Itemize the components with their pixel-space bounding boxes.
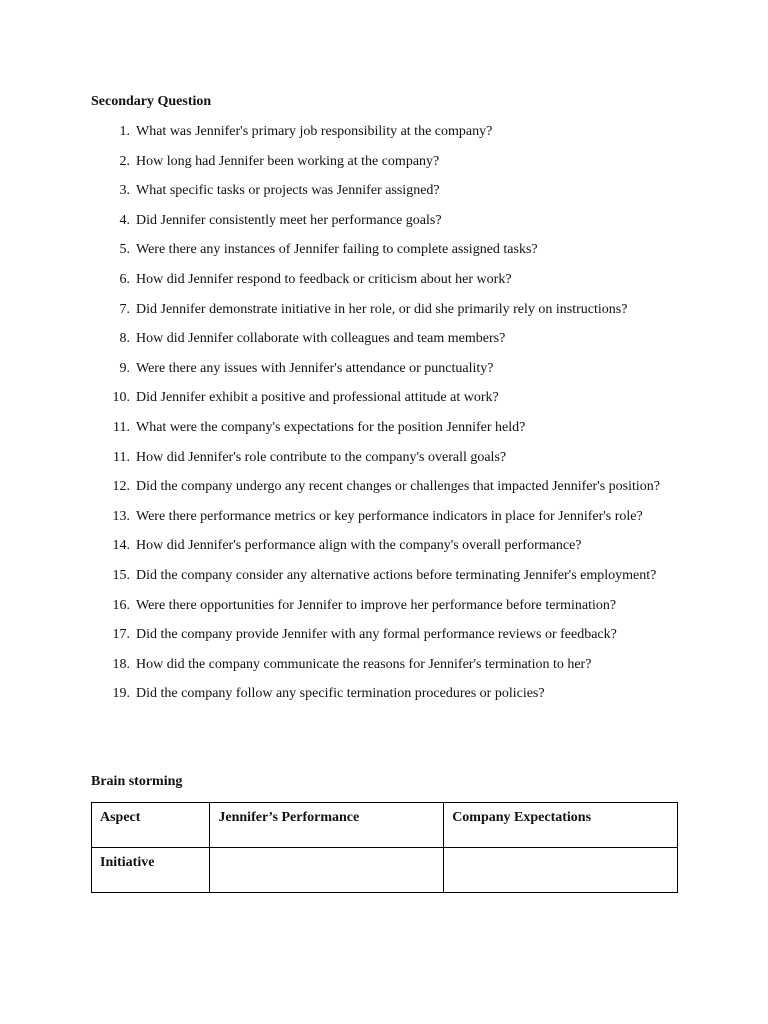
question-text: Did Jennifer demonstrate initiative in her role, or did she primarily rely on instructions? — [136, 301, 628, 317]
question-text: Did the company follow any specific termination procedures or policies? — [136, 686, 545, 702]
question-number: 17. — [112, 627, 130, 643]
section-title-brain-storming: Brain storming — [91, 774, 183, 789]
list-item — [0, 625, 676, 644]
question-text: Were there any issues with Jennifer's attendance or punctuality? — [136, 360, 494, 376]
question-number: 15. — [112, 567, 130, 583]
question-number: 8. — [119, 331, 130, 347]
question-number: 7. — [119, 301, 130, 317]
question-text: How did Jennifer's role contribute to the company's overall goals? — [136, 449, 507, 465]
question-number: 6. — [119, 271, 130, 287]
table-header-aspect: Aspect — [92, 803, 210, 848]
question-text: Did the company consider any alternative actions before terminating Jennifer's employment? — [136, 567, 657, 583]
table-cell-aspect: Initiative — [92, 848, 210, 893]
question-text: How did the company communicate the reasons for Jennifer's termination to her? — [136, 656, 592, 672]
question-number: 5. — [119, 242, 130, 258]
question-text: What specific tasks or projects was Jennifer assigned? — [136, 183, 440, 199]
question-number: 1. — [119, 124, 130, 139]
question-text: Did Jennifer consistently meet her performance goals? — [136, 212, 442, 228]
question-list — [0, 122, 768, 714]
list-item — [0, 448, 676, 467]
question-number: 11. — [113, 449, 130, 465]
question-text: Did the company provide Jennifer with any formal performance reviews or feedback? — [136, 627, 617, 643]
question-number: 2. — [119, 153, 130, 169]
list-item — [0, 122, 676, 141]
table-cell-company-expectations — [444, 848, 678, 893]
table-row — [92, 848, 678, 893]
question-number: 4. — [119, 212, 130, 228]
list-item — [0, 240, 676, 259]
list-item — [0, 152, 676, 171]
list-item — [0, 655, 676, 674]
list-item — [0, 388, 676, 407]
question-number: 12. — [112, 479, 130, 495]
question-number: 10. — [112, 390, 130, 406]
list-item — [0, 359, 676, 378]
question-number: 11. — [113, 419, 130, 435]
section-title-secondary-question: Secondary Question — [91, 94, 212, 109]
question-text: Were there opportunities for Jennifer to improve her performance before termination? — [136, 597, 617, 613]
question-number: 13. — [112, 508, 130, 524]
question-text: What was Jennifer's primary job responsibility at the company? — [136, 124, 493, 139]
question-text: What were the company's expectations for the position Jennifer held? — [136, 419, 526, 435]
question-text: Did the company undergo any recent changes or challenges that impacted Jennifer's position? — [136, 479, 660, 495]
list-item — [0, 536, 676, 555]
list-item — [0, 181, 676, 200]
list-item — [0, 270, 676, 289]
question-text: How did Jennifer collaborate with colleagues and team members? — [136, 331, 506, 347]
list-item — [0, 477, 676, 496]
question-number: 16. — [112, 597, 130, 613]
list-item — [0, 596, 676, 615]
question-number: 3. — [119, 183, 130, 199]
question-text: Were there any instances of Jennifer failing to complete assigned tasks? — [136, 242, 538, 258]
question-number: 19. — [112, 686, 130, 702]
question-number: 9. — [119, 360, 130, 376]
question-number: 14. — [112, 538, 130, 554]
question-text: How did Jennifer's performance align with the company's overall performance? — [136, 538, 582, 554]
question-number: 18. — [112, 656, 130, 672]
list-item — [0, 418, 676, 437]
question-text: How did Jennifer respond to feedback or criticism about her work? — [136, 271, 512, 287]
question-text: Did Jennifer exhibit a positive and professional attitude at work? — [136, 390, 499, 406]
brainstorm-table — [91, 802, 678, 893]
list-item — [0, 211, 676, 230]
table-header-company-expectations: Company Expectations — [444, 803, 678, 848]
list-item — [0, 566, 676, 585]
list-item — [0, 300, 676, 319]
table-header-jennifer-performance: Jennifer’s Performance — [210, 803, 444, 848]
table-header-row — [92, 803, 678, 848]
question-text: How long had Jennifer been working at the company? — [136, 153, 440, 169]
question-text: Were there performance metrics or key performance indicators in place for Jennifer's role? — [136, 508, 643, 524]
list-item — [0, 507, 676, 526]
list-item — [0, 329, 676, 348]
table-cell-jennifer-performance — [210, 848, 444, 893]
list-item — [0, 684, 676, 703]
